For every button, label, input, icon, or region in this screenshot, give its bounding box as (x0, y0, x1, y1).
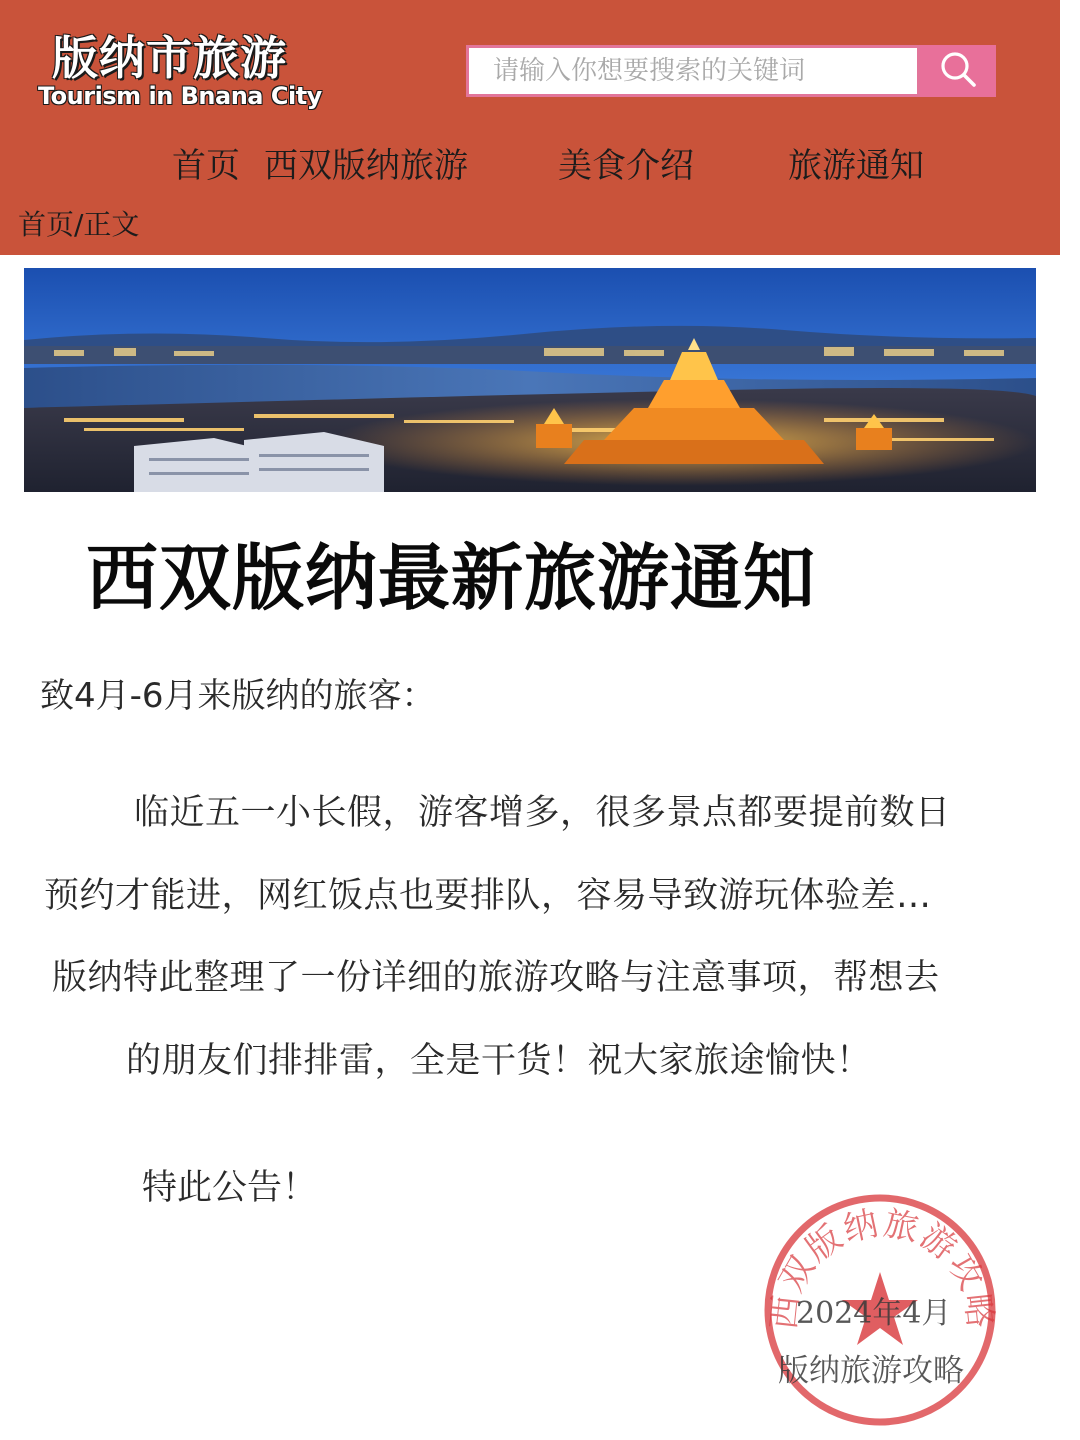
search-icon (938, 49, 978, 93)
svg-text:西双版纳旅游攻略: 西双版纳旅游攻略 (763, 1203, 1000, 1332)
paragraph-line: 版纳特此整理了一份详细的旅游攻略与注意事项，帮想去 (52, 958, 940, 998)
site-logo-subtitle: Tourism in Bnana City (38, 82, 322, 110)
nav-food[interactable]: 美食介绍 (558, 146, 694, 186)
paragraph-line: 的朋友们排排雷，全是干货！祝大家旅途愉快！ (126, 1041, 872, 1081)
closing-remark: 特此公告！ (142, 1168, 318, 1208)
search-input[interactable] (466, 45, 920, 97)
site-header (0, 0, 1060, 255)
nav-xishuangbanna-tourism[interactable]: 西双版纳旅游 (264, 146, 468, 186)
article-title: 西双版纳最新旅游通知 (86, 536, 817, 620)
banner-image (24, 268, 1036, 492)
nav-notices[interactable]: 旅游通知 (788, 146, 924, 186)
site-logo-title[interactable]: 版纳市旅游 (52, 31, 287, 85)
search-button[interactable] (920, 45, 996, 97)
paragraph-line: 临近五一小长假，游客增多，很多景点都要提前数日 (134, 793, 951, 833)
article-greeting: 致4月-6月来版纳的旅客： (40, 676, 436, 716)
nav-home[interactable]: 首页 (172, 146, 240, 186)
paragraph-line: 预约才能进，网红饭点也要排队，容易导致游玩体验差… (44, 876, 932, 916)
breadcrumb[interactable]: 首页/正文 (18, 208, 140, 241)
stamp-date: 2024年4月 (796, 1296, 952, 1331)
stamp-organization: 版纳旅游攻略 (778, 1353, 964, 1389)
